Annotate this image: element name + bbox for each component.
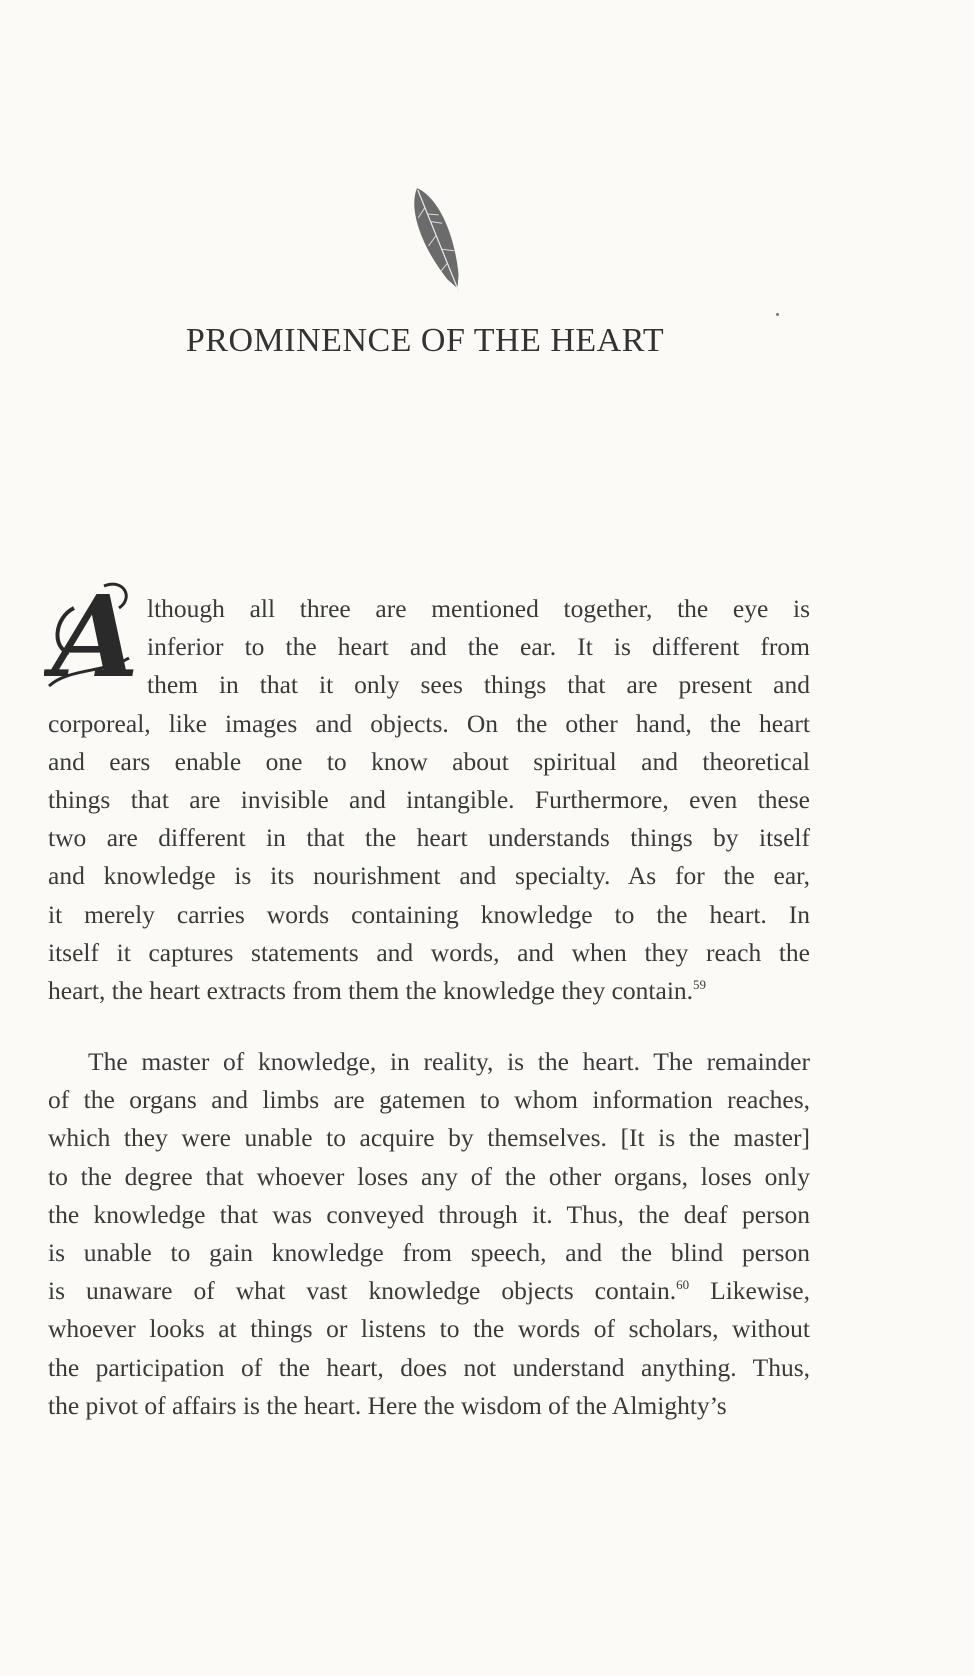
line-text: the knowledge that was conveyed through it. Thus, the deaf person xyxy=(48,1199,810,1229)
feather-ornament-icon xyxy=(398,180,478,300)
text-line xyxy=(48,1310,810,1348)
line-text: the pivot of affairs is the heart. Here the wisdom of the Almighty’s xyxy=(48,1390,727,1420)
chapter-title: PROMINENCE OF THE HEART xyxy=(185,322,665,359)
text-line xyxy=(48,1272,810,1310)
text-line xyxy=(48,705,810,743)
line-text: inferior to the heart and the ear. It is different from xyxy=(147,632,810,662)
text-line xyxy=(48,1081,810,1119)
line-text: The master of knowledge, in reality, is the heart. The remainder xyxy=(88,1047,810,1076)
text-line xyxy=(48,1158,810,1196)
line-text: them in that it only sees things that are present and xyxy=(147,670,810,700)
line-text: is unaware of what vast knowledge objects contain. xyxy=(48,1276,677,1306)
text-line xyxy=(48,1196,810,1234)
line-text: whoever looks at things or listens to the words of scholars, without xyxy=(48,1314,810,1344)
text-line xyxy=(147,590,810,628)
footnote-marker: 60 xyxy=(676,1277,690,1293)
line-text: corporeal, like images and objects. On the other hand, the heart xyxy=(48,708,810,738)
text-line xyxy=(48,972,810,1010)
line-text: to the degree that whoever loses any of the other organs, loses only xyxy=(48,1161,810,1191)
line-text: itself it captures statements and words, and when they reach the xyxy=(48,937,810,967)
text-line xyxy=(48,1349,810,1387)
line-text: two are different in that the heart understands things by itself xyxy=(48,823,810,853)
line-text: of the organs and limbs are gatemen to whom information reaches, xyxy=(48,1085,810,1115)
svg-text:A: A xyxy=(52,578,139,696)
footnote-marker: 59 xyxy=(693,977,707,992)
text-line xyxy=(147,666,810,704)
text-line xyxy=(48,743,810,781)
line-text: it merely carries words containing knowledge to the heart. In xyxy=(48,899,810,929)
line-text: and ears enable one to know about spiritual and theoretical xyxy=(48,746,810,776)
scan-speck xyxy=(776,313,779,316)
line-text: and knowledge is its nourishment and specialty. As for the ear, xyxy=(48,861,810,891)
text-line xyxy=(48,934,810,972)
line-text: is unable to gain knowledge from speech, and the blind person xyxy=(48,1238,810,1267)
text-line xyxy=(88,1043,810,1081)
text-line xyxy=(48,819,810,857)
text-line xyxy=(48,1119,810,1157)
line-text: heart, the heart extracts from them the knowledge they contain. xyxy=(48,976,694,1005)
line-text: lthough all three are mentioned together, the eye is xyxy=(147,594,810,623)
ornate-drop-cap xyxy=(44,578,144,696)
line-text: the participation of the heart, does not understand anything. Thus, xyxy=(48,1352,810,1382)
text-line xyxy=(48,781,810,819)
text-line xyxy=(48,896,810,934)
line-text: which they were unable to acquire by themselves. [It is the master] xyxy=(48,1123,810,1153)
line-text: Likewise, xyxy=(689,1276,810,1306)
text-line xyxy=(147,628,810,666)
line-text: things that are invisible and intangible. Furthermore, even these xyxy=(48,785,810,814)
text-line xyxy=(48,857,810,895)
text-line xyxy=(48,1234,810,1272)
text-line xyxy=(48,1387,810,1425)
